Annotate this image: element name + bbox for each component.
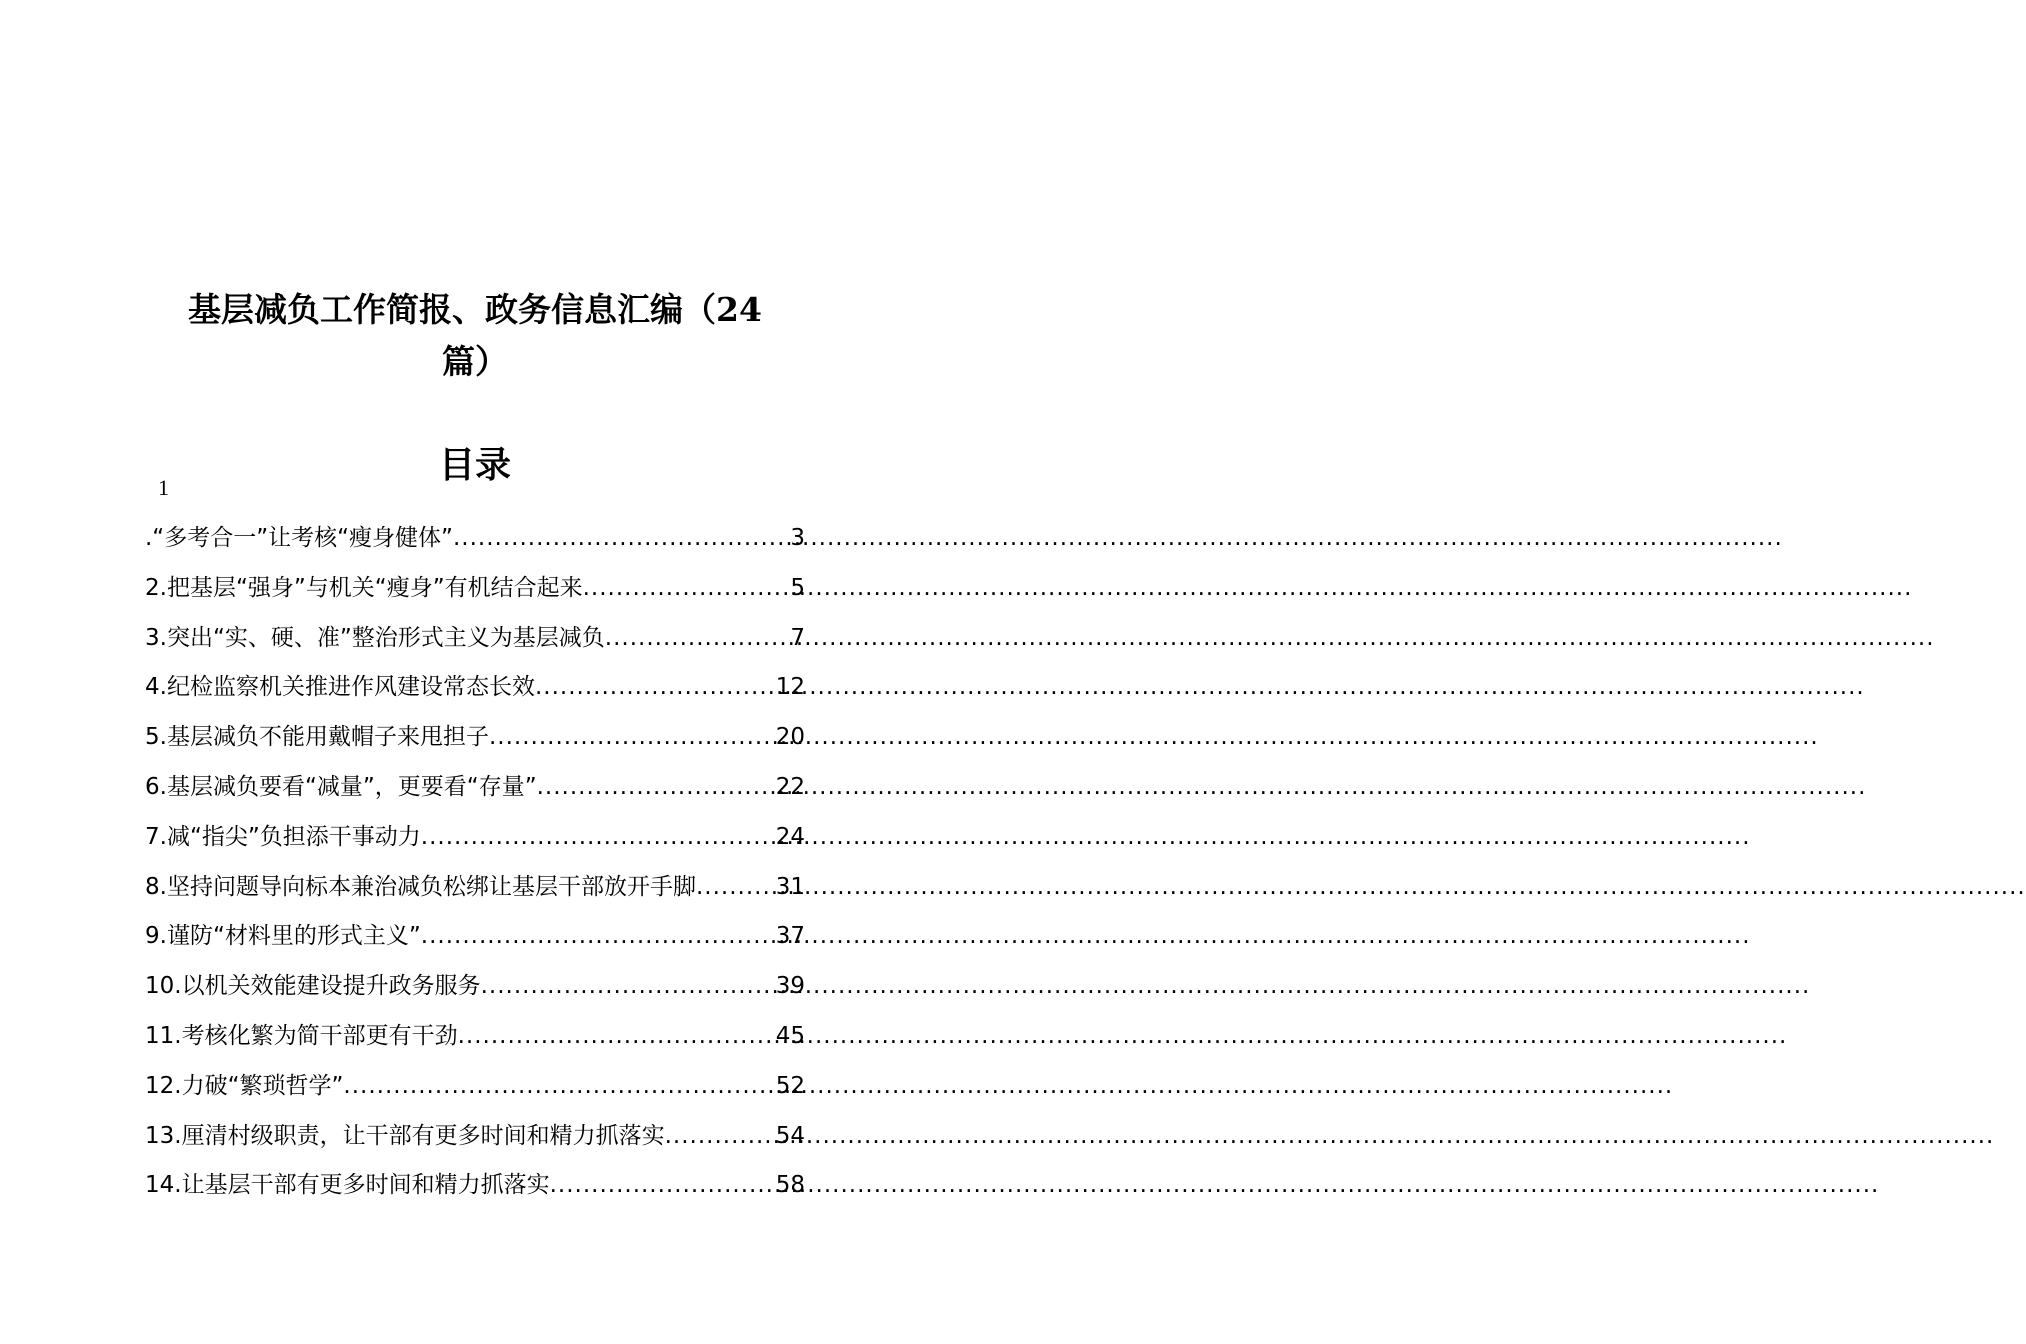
toc-page-number: 31	[775, 873, 805, 900]
toc-entry-text: 9.谨防“材料里的形式主义”	[145, 923, 421, 950]
toc-entry-text: 10.以机关效能建设提升政务服务	[145, 973, 481, 1000]
toc-entry-text: 8.坚持问题导向标本兼治减负松绑让基层干部放开手脚	[145, 873, 696, 900]
table-of-contents	[145, 514, 805, 1211]
toc-dot-leader	[421, 912, 776, 962]
toc-dot-leader	[458, 1012, 776, 1062]
toc-stray-number: 1	[158, 475, 169, 500]
toc-entry-text: 14.让基层干部有更多时间和精力抓落实	[145, 1172, 550, 1199]
toc-entry-text: 3.突出“实、硬、准”整治形式主义为基层减负	[145, 624, 605, 651]
document-title-line-2: 篇）	[442, 342, 508, 382]
toc-entry-text: 12.力破“繁琐哲学”	[145, 1072, 344, 1099]
toc-page-number: 45	[775, 1022, 805, 1049]
toc-entry-1[interactable]	[145, 514, 805, 564]
toc-entry-7[interactable]	[145, 813, 805, 863]
toc-page-number: 24	[775, 823, 805, 850]
toc-entry-2[interactable]	[145, 564, 805, 614]
toc-page-number: 20	[775, 724, 805, 751]
toc-page-number: 12	[775, 674, 805, 701]
toc-entry-14[interactable]	[145, 1161, 805, 1211]
toc-entry-text: 13.厘清村级职责，让干部有更多时间和精力抓落实	[145, 1122, 665, 1149]
toc-entry-3[interactable]	[145, 614, 805, 664]
toc-page-number: 7	[790, 624, 805, 651]
toc-dot-leader	[421, 813, 776, 863]
toc-entry-9[interactable]	[145, 912, 805, 962]
toc-page-number: 22	[775, 773, 805, 800]
toc-page-number: 39	[775, 973, 805, 1000]
toc-entry-text: 11.考核化繁为简干部更有干劲	[145, 1022, 458, 1049]
toc-entry-8[interactable]	[145, 863, 805, 913]
toc-entry-11[interactable]	[145, 1012, 805, 1062]
toc-dot-leader	[665, 1112, 776, 1162]
toc-page-number: 58	[775, 1172, 805, 1199]
toc-entry-13[interactable]	[145, 1112, 805, 1162]
toc-dot-leader	[696, 863, 776, 913]
toc-dot-leader	[453, 514, 790, 564]
toc-page-number: 3	[790, 525, 805, 551]
toc-dot-leader	[605, 614, 791, 664]
toc-dot-leader	[550, 1161, 776, 1211]
toc-page-number: 37	[775, 923, 805, 950]
toc-dot-leader	[343, 1062, 775, 1112]
toc-entry-10[interactable]	[145, 962, 805, 1012]
toc-entry-text: 6.基层减负要看“减量”，更要看“存量”	[145, 773, 537, 800]
toc-entry-text: 7.减“指尖”负担添干事动力	[145, 823, 421, 850]
toc-entry-text: 5.基层减负不能用戴帽子来甩担子	[145, 724, 489, 751]
toc-entry-4[interactable]	[145, 663, 805, 713]
toc-dot-leader	[489, 713, 776, 763]
toc-entry-12[interactable]	[145, 1062, 805, 1112]
toc-entry-text: .“多考合一”让考核“瘦身健体”	[145, 525, 453, 551]
toc-entry-text: 4.纪检监察机关推进作风建设常态长效	[145, 674, 535, 701]
toc-dot-leader	[481, 962, 776, 1012]
document-title	[150, 284, 800, 388]
toc-page-number: 52	[775, 1072, 805, 1099]
toc-dot-leader	[537, 763, 776, 813]
toc-heading: 目录	[438, 443, 511, 486]
toc-entry-6[interactable]	[145, 763, 805, 813]
toc-dot-leader	[535, 663, 776, 713]
toc-page-number: 54	[775, 1122, 805, 1149]
document-title-line-1: 基层减负工作简报、政务信息汇编（24	[188, 290, 762, 330]
toc-page-number: 5	[790, 574, 805, 601]
toc-entry-5[interactable]	[145, 713, 805, 763]
toc-dot-leader	[583, 564, 791, 614]
toc-entry-text: 2.把基层“强身”与机关“瘦身”有机结合起来	[145, 574, 583, 601]
